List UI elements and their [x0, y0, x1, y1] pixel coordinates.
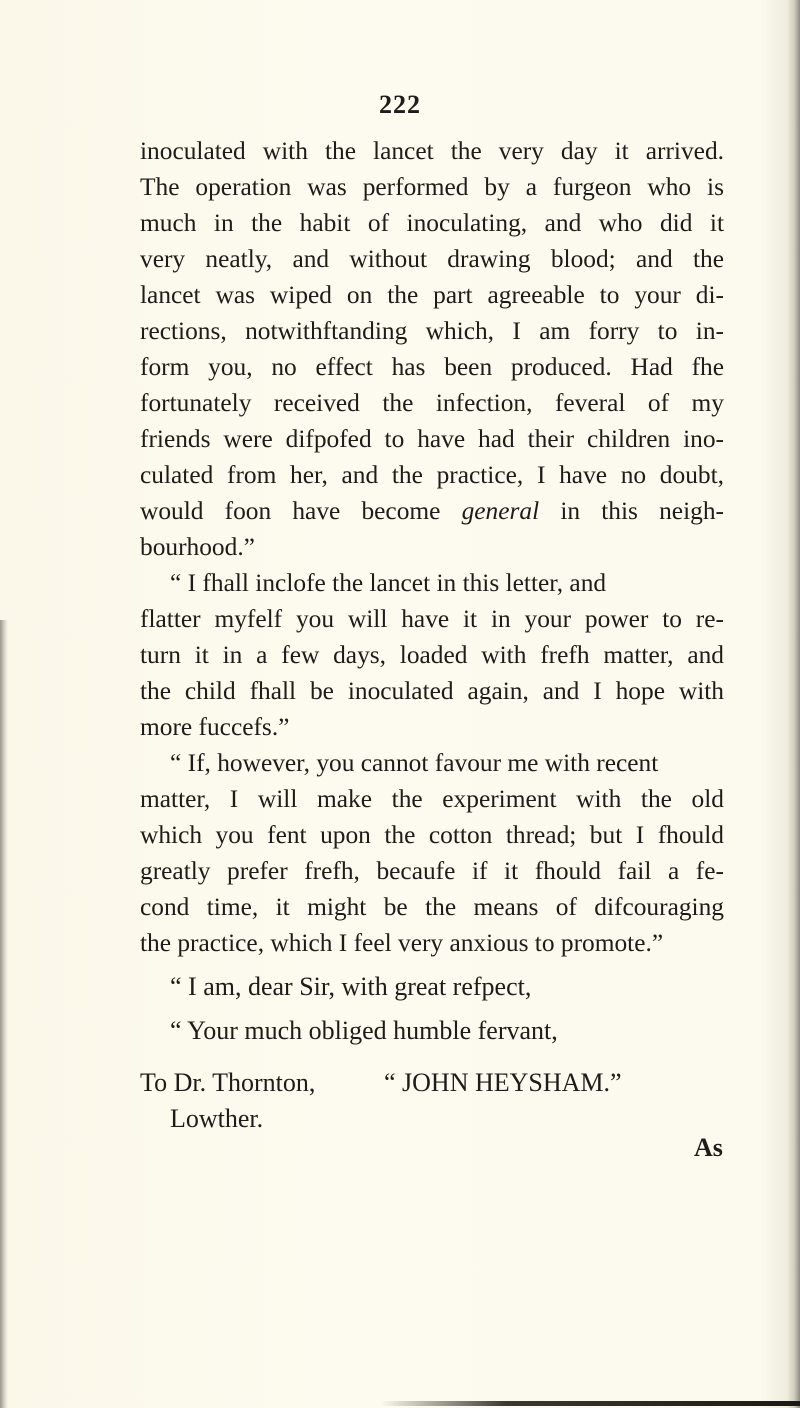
- paragraph-2: [140, 565, 724, 745]
- text-segment: in this neigh-: [560, 497, 724, 525]
- text-line: bourhood.”: [140, 533, 255, 561]
- addressee-place: Lowther.: [170, 1104, 264, 1133]
- text-line: matter, I will make the experiment with the old: [140, 785, 724, 813]
- text-line: “ If, however, you cannot favour me with recent: [170, 749, 659, 777]
- text-line: flatter myfelf you will have it in your power to re-: [140, 605, 724, 633]
- spacer: [140, 1049, 724, 1057]
- text-line: The operation was performed by a furgeon who is: [140, 173, 724, 201]
- text-line: much in the habit of inoculating, and who did it: [140, 209, 724, 237]
- text-line: rections, notwithftanding which, I am forry to in-: [140, 317, 724, 345]
- spacer: [140, 1005, 724, 1013]
- page-edge: [786, 0, 800, 1408]
- text-segment: would foon have become: [140, 497, 441, 525]
- text-line: very neatly, and without drawing blood; and the: [140, 245, 724, 273]
- page-number: 222: [379, 90, 421, 119]
- bottom-edge: [380, 1401, 800, 1406]
- text-line: which you fent upon the cotton thread; but I fhould: [140, 821, 724, 849]
- text-line: lancet was wiped on the part agreeable to your di-: [140, 281, 724, 309]
- paragraph-1: [140, 133, 724, 565]
- text-line: turn it in a few days, loaded with frefh matter, and: [140, 641, 724, 669]
- italic-word: general: [461, 497, 540, 525]
- letter-body: [140, 133, 724, 1137]
- catchword: As: [694, 1133, 723, 1162]
- text-line: cond time, it might be the means of difcouraging: [140, 893, 724, 921]
- closing-salutation: “ I am, dear Sir, with great refpect,: [170, 972, 532, 1001]
- text-line: [140, 493, 724, 529]
- text-line: inoculated with the lancet the very day it arrived.: [140, 137, 724, 165]
- text-line: the practice, which I feel very anxious to promote.”: [140, 929, 664, 957]
- signature: “ JOHN HEYSHAM.”: [384, 1068, 622, 1097]
- paragraph-3: [140, 745, 724, 961]
- text-line: “ I fhall inclofe the lancet in this letter, and: [170, 569, 607, 597]
- text-line: culated from her, and the practice, I have no doubt,: [140, 461, 724, 489]
- binding-shadow: [0, 620, 8, 1408]
- text-line: the child fhall be inoculated again, and I hope with: [140, 677, 724, 705]
- spacer: [140, 961, 724, 969]
- spacer: [140, 1057, 724, 1065]
- text-line: greatly prefer frefh, becaufe if it fhould fail a fe-: [140, 857, 724, 885]
- text-line: more fuccefs.”: [140, 713, 290, 741]
- text-line: form you, no effect has been produced. Had fhe: [140, 353, 724, 381]
- text-line: friends were difpofed to have had their children ino-: [140, 425, 724, 453]
- addressee: To Dr. Thornton,: [140, 1068, 316, 1097]
- closing-servant: “ Your much obliged humble fervant,: [170, 1016, 558, 1045]
- signature-row: [140, 1065, 724, 1101]
- text-line: fortunately received the infection, feveral of my: [140, 389, 724, 417]
